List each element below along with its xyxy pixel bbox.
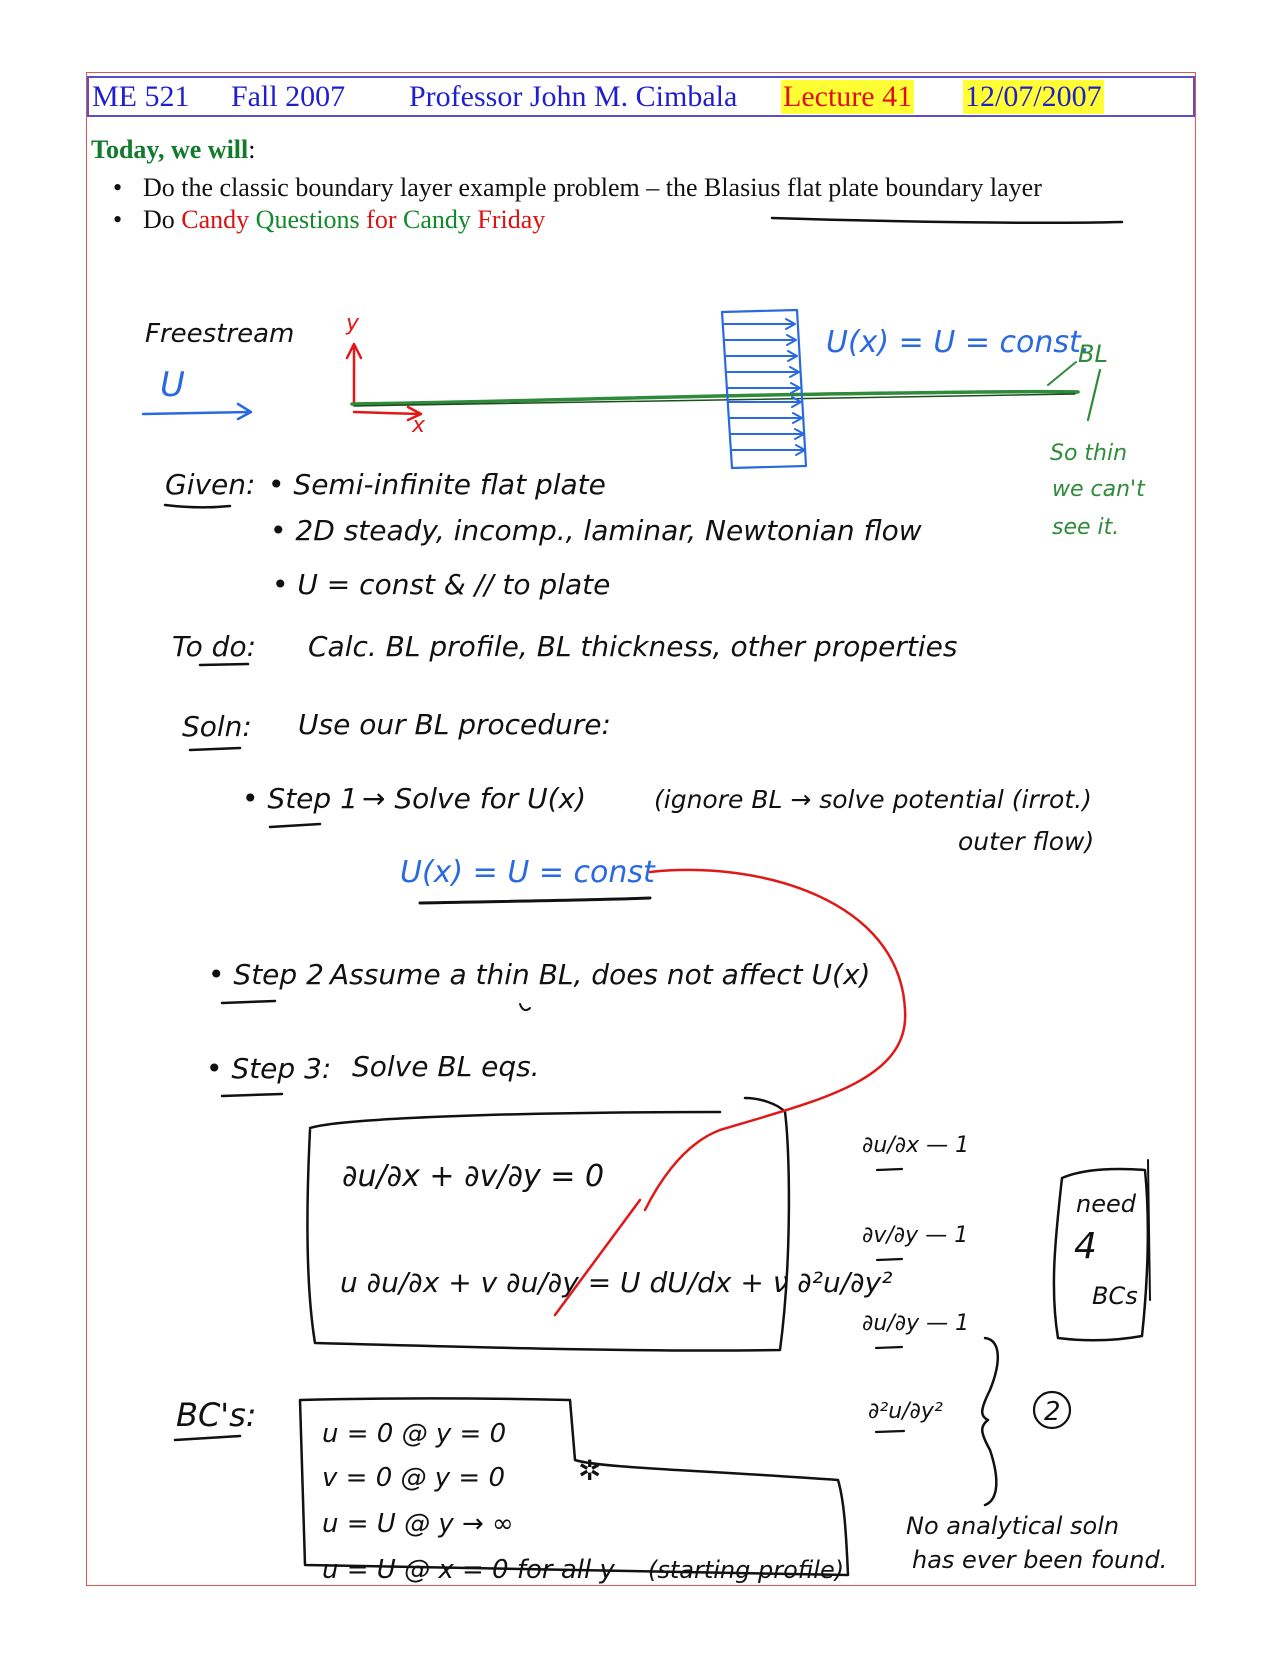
need-label: need	[1076, 1190, 1136, 1218]
bullet-2-part: Do	[143, 205, 182, 234]
need-box-stroke	[1148, 1160, 1150, 1300]
step1-result: U(x) = U = const	[400, 855, 655, 890]
soln-underline	[190, 748, 240, 750]
need-bcs: BCs	[1092, 1282, 1138, 1310]
bc-1: u = 0 @ y = 0	[322, 1419, 507, 1449]
blasius-underline	[772, 218, 1122, 223]
result-underline	[420, 898, 650, 903]
thin-note-2: we can't	[1052, 477, 1145, 502]
freestream-label: Freestream	[145, 319, 295, 349]
bullet-1-underlined: Blasius flat plate boundary layer	[703, 173, 1042, 202]
bc-note: (starting profile)	[648, 1556, 845, 1584]
thin-note-1: So thin	[1050, 441, 1128, 466]
step1-note-1: (ignore BL → solve potential (irrot.)	[654, 785, 1092, 814]
conclusion-line-1: No analytical soln	[906, 1512, 1120, 1540]
need-number: 4	[1074, 1226, 1097, 1267]
x-axis-label: x	[412, 413, 426, 438]
step3-underline	[222, 1094, 282, 1096]
given-item-3: • U = const & // to plate	[272, 568, 611, 601]
side-term-2: ∂v/∂y — 1	[862, 1223, 969, 1248]
freestream-symbol: U	[160, 365, 185, 405]
todo-label: To do:	[172, 630, 257, 663]
bl-label: BL	[1078, 340, 1108, 368]
bullet-1-text: Do the classic boundary layer example problem – the	[143, 173, 704, 202]
bullet-2-part: Candy	[403, 205, 478, 234]
outer-velocity-label: U(x) = U = const.	[826, 325, 1091, 360]
thin-note-3: see it.	[1052, 515, 1120, 540]
given-item-2: • 2D steady, incomp., laminar, Newtonian flow	[270, 514, 922, 547]
y-axis-label: y	[346, 311, 360, 336]
bcs-underline	[175, 1436, 240, 1440]
bc-4: u = U @ x = 0 for all y	[322, 1555, 615, 1585]
term: Fall 2007	[231, 80, 346, 113]
step1-note-2: outer flow)	[958, 827, 1095, 856]
given-label: Given:	[165, 468, 256, 501]
equations-box	[308, 1098, 789, 1351]
given-item-1: • Semi-infinite flat plate	[268, 468, 606, 501]
bl-pointer	[1088, 370, 1100, 420]
bullet-2-part: Questions	[255, 205, 367, 234]
conclusion-line-2: has ever been found.	[912, 1546, 1168, 1574]
side-term-4: ∂²u/∂y²	[868, 1399, 943, 1424]
momentum-equation: u ∂u/∂x + v ∂u/∂y = U dU/dx + ν ∂²u/∂y²	[340, 1266, 893, 1299]
circled-two: 2	[1044, 1397, 1061, 1427]
step2-label: • Step 2	[208, 958, 324, 991]
step1-label: • Step 1	[242, 782, 358, 815]
today-heading: Today, we will:	[91, 135, 256, 164]
step1-text: → Solve for U(x)	[362, 782, 587, 815]
step3-text: Solve BL eqs.	[352, 1050, 540, 1083]
side-term-3: ∂u/∂y — 1	[862, 1311, 970, 1336]
bullet-1: • Do the classic boundary layer example problem – the Blasius flat plate boundary layer	[113, 173, 1042, 202]
lecture-number: Lecture 41	[783, 80, 913, 113]
flat-plate	[352, 392, 1078, 404]
bullet-2-part: for	[366, 205, 403, 234]
course-code: ME 521	[92, 80, 190, 113]
star-mark: ✲	[578, 1454, 602, 1487]
bullet-2-part: Candy	[181, 205, 256, 234]
profile-arrows	[724, 319, 805, 455]
bullet-2: • Do Candy Questions for Candy Friday	[113, 205, 546, 234]
todo-text: Calc. BL profile, BL thickness, other properties	[308, 630, 958, 663]
bullet-2-part: Friday	[477, 205, 546, 234]
soln-text: Use our BL procedure:	[298, 708, 611, 741]
bc-3: u = U @ y → ∞	[322, 1509, 514, 1539]
side-term-1: ∂u/∂x — 1	[862, 1133, 970, 1158]
side-fraction-bars	[876, 1169, 904, 1432]
curly-brace	[982, 1338, 998, 1505]
bc-2: v = 0 @ y = 0	[322, 1463, 506, 1493]
professor-name: Professor John M. Cimbala	[409, 80, 738, 113]
bcs-label: BC's:	[176, 1396, 257, 1434]
continuity-equation: ∂u/∂x + ∂v/∂y = 0	[342, 1159, 605, 1194]
equations-box-top	[310, 1112, 720, 1128]
step1-underline	[270, 824, 320, 827]
freestream-arrow	[143, 404, 251, 419]
given-underline	[165, 505, 230, 507]
todo-underline	[200, 664, 248, 665]
step2-text: Assume a thin BL, does not affect U(x)	[330, 958, 871, 991]
bl-pointer-top	[1048, 362, 1076, 385]
soln-label: Soln:	[182, 710, 252, 743]
lecture-date: 12/07/2007	[965, 80, 1102, 113]
x-axis-arrow	[354, 407, 421, 420]
step2-underline	[222, 1001, 275, 1003]
step3-label: • Step 3:	[206, 1052, 332, 1085]
y-axis-arrow	[347, 344, 361, 404]
comma-mark	[520, 1004, 530, 1010]
connector-curve	[645, 870, 905, 1210]
handwritten-text	[145, 311, 1167, 1585]
